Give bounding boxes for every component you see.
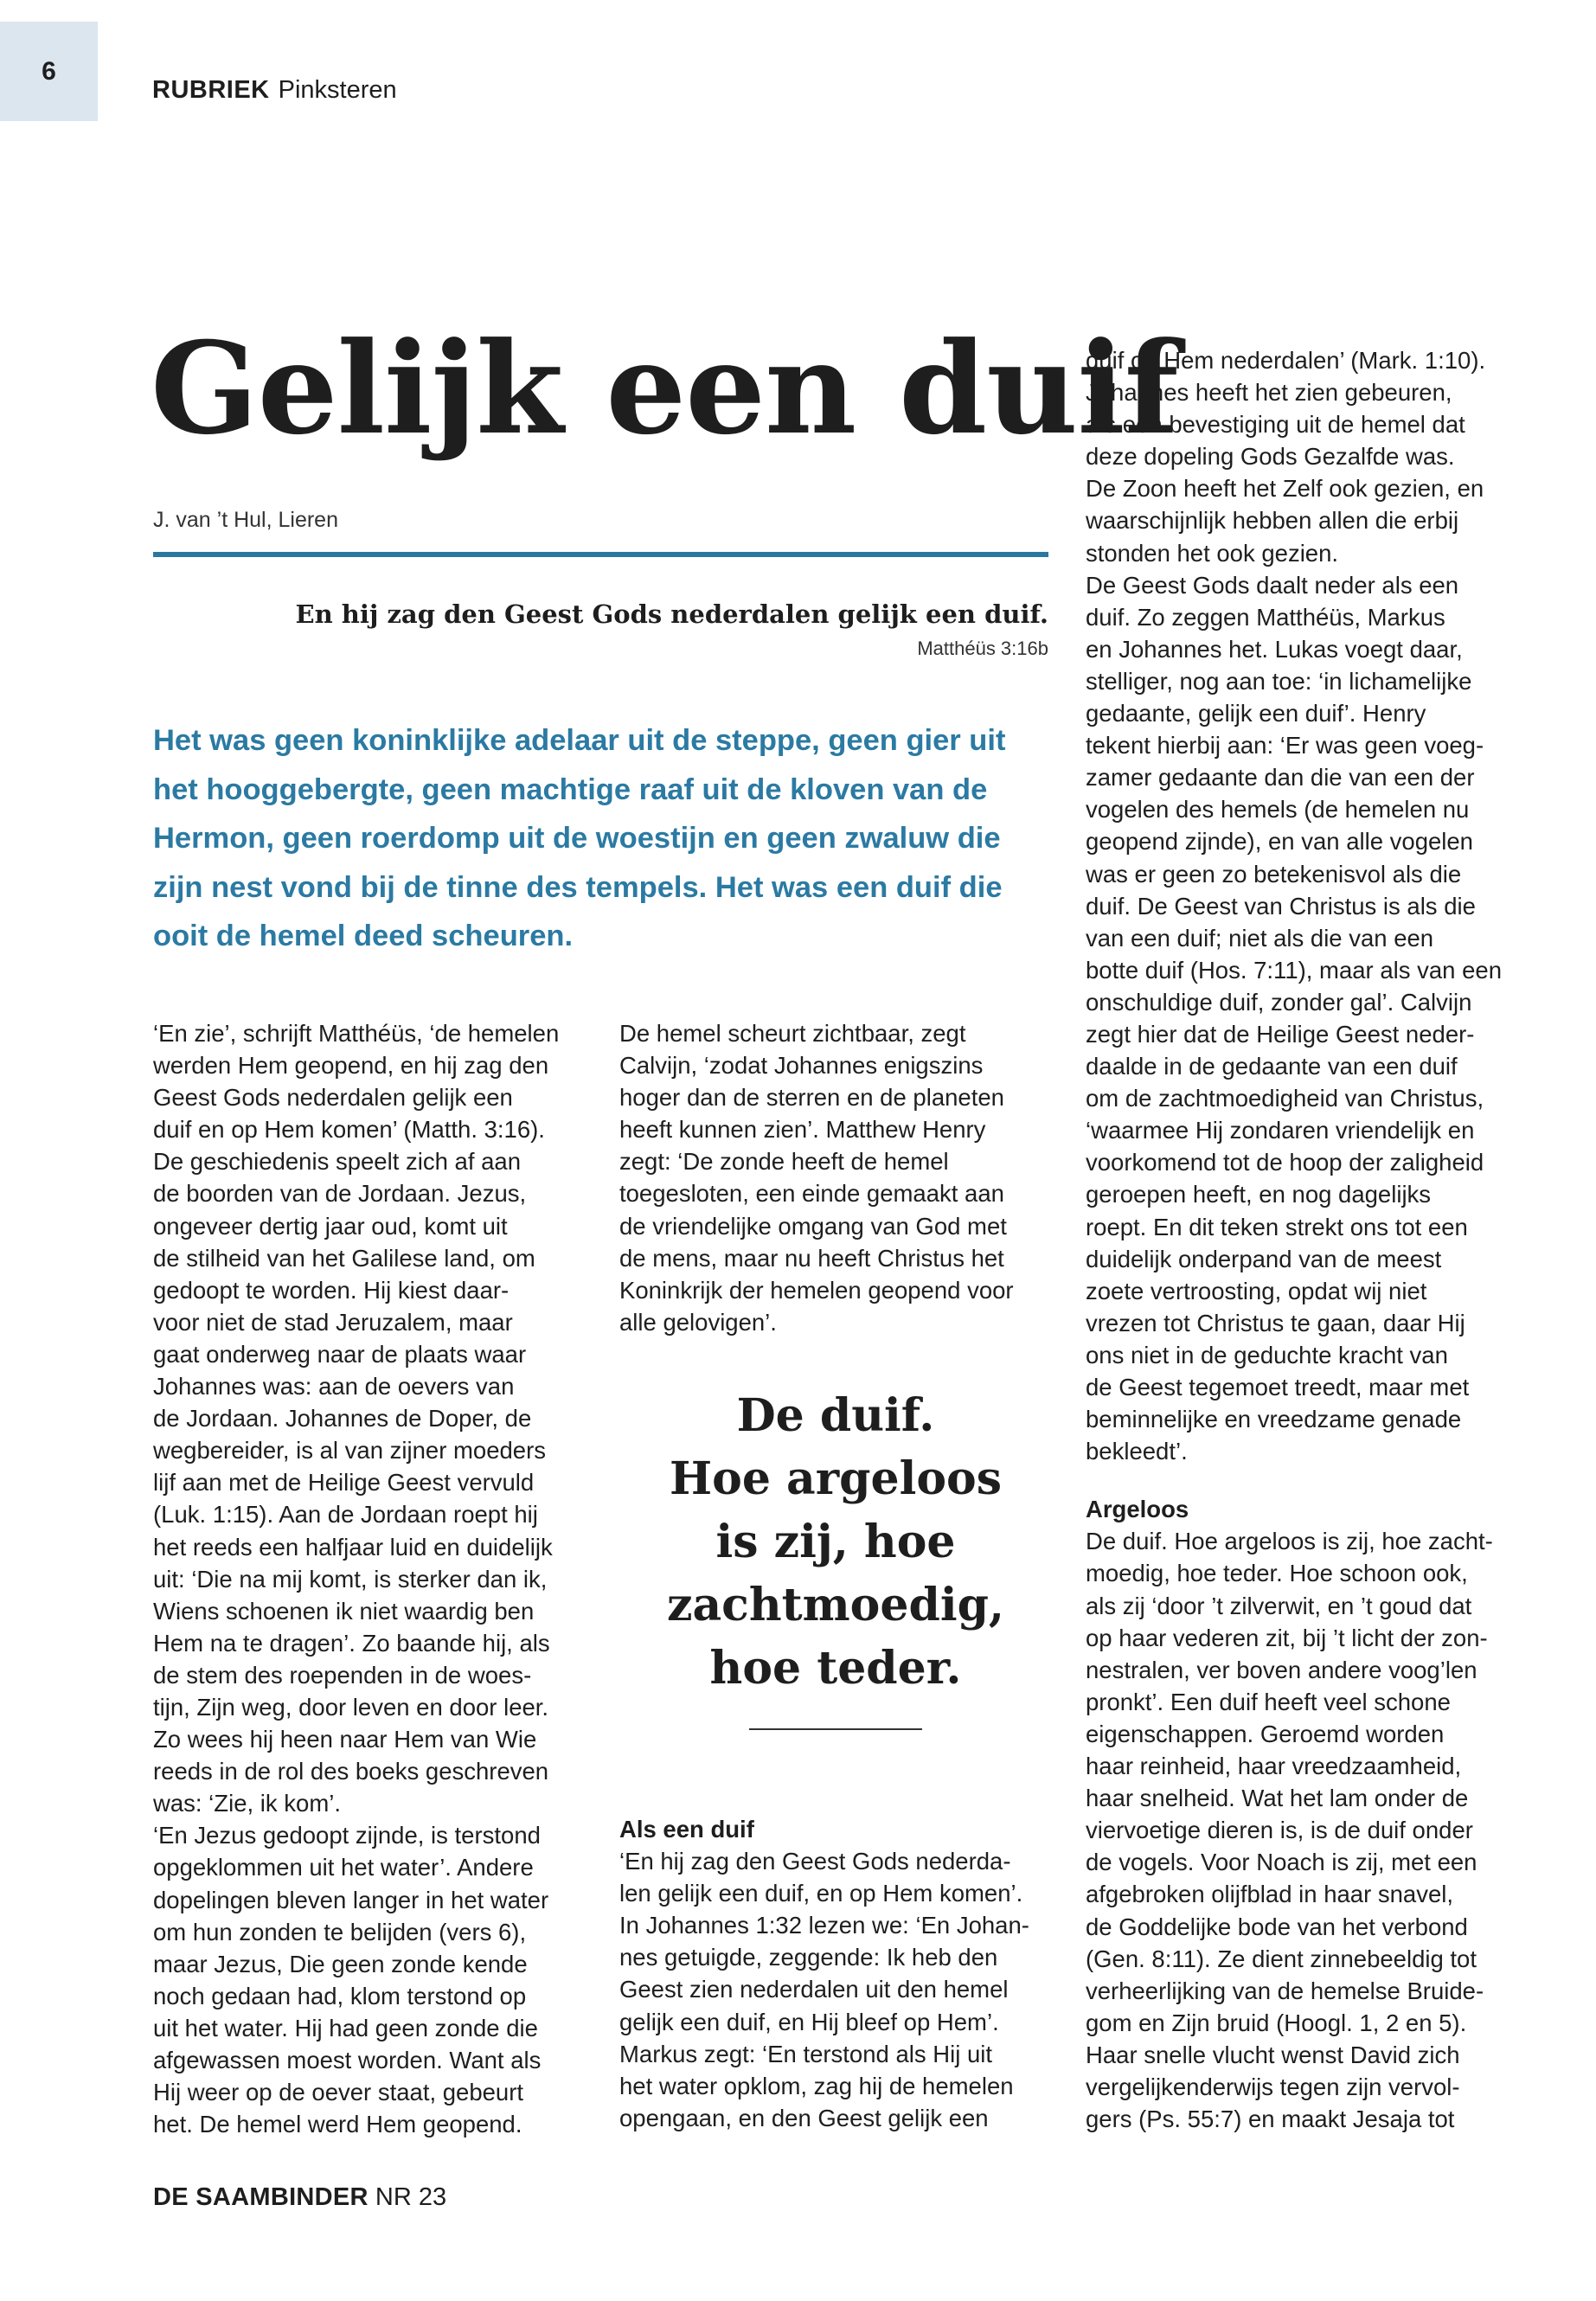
- section-header: [152, 74, 397, 106]
- text-line: stonden het ook gezien.: [1086, 539, 1339, 567]
- text-line: De Geest Gods daalt neder als een: [1086, 571, 1459, 599]
- title-divider: [153, 552, 1048, 557]
- subsection-label: Pinksteren: [278, 76, 397, 104]
- text-line: de stem des roependen in de woes-: [153, 1661, 532, 1689]
- section-label: RUBRIEK: [152, 76, 270, 104]
- text-line: de boorden van de Jordaan. Jezus,: [153, 1180, 527, 1208]
- article-title: Gelijk een duif: [151, 315, 1178, 463]
- text-line: opgeklommen uit het water’. Andere: [153, 1854, 534, 1881]
- text-line: de Jordaan. Johannes de Doper, de: [153, 1405, 532, 1433]
- text-line: voor niet de stad Jeruzalem, maar: [153, 1308, 513, 1336]
- text-line: noch gedaan had, klom terstond op: [153, 1982, 527, 2009]
- text-line: (Luk. 1:15). Aan de Jordaan roept hij: [153, 1501, 538, 1529]
- column-1: [153, 1017, 559, 2140]
- text-line: voorkomend tot de hoop der zaligheid: [1086, 1149, 1484, 1176]
- text-line: duif. Zo zeggen Matthéüs, Markus: [1086, 603, 1445, 631]
- text-line: zegt: ‘De zonde heeft de hemel: [619, 1148, 949, 1176]
- text-line: verheerlijking van de hemelse Bruide-: [1086, 1977, 1484, 2004]
- text-line: als zij ‘door ’t zilverwit, en ’t goud dat: [1086, 1592, 1472, 1619]
- text-line: len gelijk een duif, en op Hem komen’.: [619, 1880, 1023, 1907]
- footer: [153, 2182, 446, 2213]
- text-line: duidelijk onderpand van de meest: [1086, 1245, 1442, 1272]
- text-line: De geschiedenis speelt zich af aan: [153, 1148, 521, 1176]
- column-2-continued-text: [619, 1845, 1029, 2134]
- subheading-argeloos: Argeloos: [1086, 1496, 1189, 1523]
- text-line: geroepen heeft, en nog dagelijks: [1086, 1181, 1432, 1208]
- pull-quote: [619, 1384, 1052, 1700]
- text-line: gelijk een duif, en Hij bleef op Hem’.: [619, 2008, 999, 2035]
- text-line: de Goddelijke bode van het verbond: [1086, 1913, 1468, 1940]
- text-line: ongeveer dertig jaar oud, komt uit: [153, 1212, 508, 1240]
- text-line: roept. En dit teken strekt ons tot een: [1086, 1213, 1468, 1240]
- text-line: haar reinheid, haar vreedzaamheid,: [1086, 1753, 1462, 1780]
- text-line: pronkt’. Een duif heeft veel schone: [1086, 1688, 1451, 1715]
- text-line: Hermon, geen roerdomp uit de woestijn en geen zwaluw die: [153, 822, 1001, 855]
- text-line: is zij, hoe: [715, 1516, 956, 1568]
- text-line: Calvijn, ‘zodat Johannes enigszins: [619, 1052, 984, 1080]
- column-3-text-part1: [1086, 344, 1502, 1467]
- text-line: zegt hier dat de Heilige Geest neder-: [1086, 1020, 1475, 1048]
- text-line: de stilheid van het Galilese land, om: [153, 1244, 535, 1272]
- text-line: tekent hierbij aan: ‘Er was geen voeg-: [1086, 732, 1484, 760]
- text-line: tijn, Zijn weg, door leven en door leer.: [153, 1693, 549, 1721]
- text-line: duif op Hem nederdalen’ (Mark. 1:10).: [1086, 347, 1486, 374]
- text-line: het water opklom, zag hij de hemelen: [619, 2072, 1014, 2099]
- text-line: gers (Ps. 55:7) en maakt Jesaja tot: [1086, 2106, 1455, 2133]
- text-line: ‘waarmee Hij zondaren vriendelijk en: [1086, 1117, 1475, 1144]
- text-line: Geest Gods nederdalen gelijk een: [153, 1084, 513, 1112]
- text-line: onschuldige duif, zonder gal’. Calvijn: [1086, 988, 1472, 1016]
- text-line: bekleedt’.: [1086, 1438, 1188, 1465]
- text-line: waarschijnlijk hebben allen die erbij: [1086, 507, 1459, 535]
- column-3-text-part2: [1086, 1525, 1502, 2135]
- text-line: heeft kunnen zien’. Matthew Henry: [619, 1116, 986, 1144]
- text-line: ‘En hij zag den Geest Gods nederda-: [619, 1848, 1011, 1875]
- text-line: De duif.: [736, 1389, 935, 1442]
- text-line: ‘En zie’, schrijft Matthéüs, ‘de hemelen: [153, 1020, 560, 1047]
- column-2: [619, 1017, 1014, 1338]
- text-line: deze dopeling Gods Gezalfde was.: [1086, 443, 1455, 471]
- subheading-als-een-duif: Als een duif: [619, 1816, 754, 1843]
- text-line: hoger dan de sterren en de planeten: [619, 1084, 1004, 1112]
- text-line: Wiens schoenen ik niet waardig ben: [153, 1597, 535, 1625]
- text-line: zoete vertroosting, opdat wij niet: [1086, 1277, 1427, 1304]
- text-line: vergelijkenderwijs tegen zijn vervol-: [1086, 2073, 1460, 2100]
- text-line: reeds in de rol des boeks geschreven: [153, 1758, 549, 1785]
- text-line: was: ‘Zie, ik kom’.: [153, 1790, 341, 1817]
- magazine-name: DE SAAMBINDER: [153, 2183, 369, 2211]
- column-3: [1086, 344, 1502, 2135]
- text-line: de Geest tegemoet treedt, maar met: [1086, 1374, 1470, 1400]
- text-line: ooit de hemel deed scheuren.: [153, 920, 574, 952]
- issue-number: NR 23: [375, 2183, 447, 2211]
- text-line: Hem na te dragen’. Zo baande hij, als: [153, 1629, 550, 1657]
- text-line: gedoopt te worden. Hij kiest daar-: [153, 1276, 510, 1304]
- text-line: vrezen tot Christus te gaan, daar Hij: [1086, 1309, 1465, 1336]
- text-line: gom en Zijn bruid (Hoogl. 1, 2 en 5).: [1086, 2009, 1467, 2036]
- article-lead: [153, 716, 1070, 961]
- text-line: gaat onderweg naar de plaats waar: [153, 1340, 527, 1368]
- text-line: de mens, maar nu heeft Christus het: [619, 1244, 1004, 1272]
- text-line: hoe teder.: [709, 1642, 962, 1695]
- text-line: het hooggebergte, geen machtige raaf uit de kloven van de: [153, 772, 988, 806]
- bible-quote-reference: Matthéüs 3:16b: [917, 638, 1048, 659]
- text-line: op haar vederen zit, bij ’t licht der zon-: [1086, 1624, 1488, 1651]
- text-line: Hoe argeloos: [670, 1452, 1002, 1505]
- text-line: lijf aan met de Heilige Geest vervuld: [153, 1469, 535, 1497]
- text-line: werden Hem geopend, en hij zag den: [153, 1052, 549, 1080]
- text-line: was er geen zo betekenisvol als die: [1086, 860, 1462, 888]
- text-line: De duif. Hoe argeloos is zij, hoe zacht-: [1086, 1528, 1493, 1555]
- text-line: moedig, hoe teder. Hoe schoon ook,: [1086, 1560, 1468, 1587]
- text-line: geopend zijnde), en van alle vogelen: [1086, 828, 1473, 856]
- article-author: J. van ’t Hul, Lieren: [153, 508, 338, 532]
- text-line: vogelen des hemels (de hemelen nu: [1086, 796, 1470, 824]
- page-number: 6: [0, 22, 98, 121]
- text-line: zachtmoedig,: [666, 1579, 1005, 1631]
- text-line: het. De hemel werd Hem geopend.: [153, 2111, 522, 2138]
- text-line: toegesloten, een einde gemaakt aan: [619, 1180, 1004, 1208]
- text-line: Het was geen koninklijke adelaar uit de steppe, geen gier uit: [153, 724, 1006, 757]
- text-line: Geest zien nederdalen uit den hemel: [619, 1976, 1009, 2003]
- text-line: stelliger, nog aan toe: ‘in lichamelijke: [1086, 667, 1472, 695]
- text-line: afgewassen moest worden. Want als: [153, 2047, 542, 2073]
- text-line: Johannes was: aan de oevers van: [153, 1373, 515, 1400]
- text-line: duif. De Geest van Christus is als die: [1086, 892, 1476, 920]
- text-line: haar snelheid. Wat het lam onder de: [1086, 1785, 1469, 1812]
- column-2-continued: [619, 1813, 1029, 2134]
- text-line: Hij weer op de oever staat, gebeurt: [153, 2079, 524, 2106]
- text-line: de vogels. Voor Noach is zij, met een: [1086, 1849, 1477, 1876]
- text-line: ‘En Jezus gedoopt zijnde, is terstond: [153, 1822, 541, 1849]
- text-line: In Johannes 1:32 lezen we: ‘En Johan-: [619, 1912, 1029, 1939]
- text-line: daalde in de gedaante van een duif: [1086, 1053, 1458, 1080]
- bible-quote: En hij zag den Geest Gods nederdalen gelijk een duif.: [295, 599, 1048, 629]
- text-line: (Gen. 8:11). Ze dient zinnebeeldig tot: [1086, 1945, 1477, 1972]
- text-line: viervoetige dieren is, is de duif onder: [1086, 1817, 1473, 1844]
- text-line: dopelingen bleven langer in het water: [153, 1886, 549, 1913]
- text-line: nestralen, ver boven andere voog’len: [1086, 1656, 1477, 1683]
- text-line: Johannes heeft het zien gebeuren,: [1086, 379, 1452, 407]
- text-line: uit het water. Hij had geen zonde die: [153, 2014, 538, 2041]
- text-line: zijn nest vond bij de tinne des tempels. Het was een duif die: [153, 870, 1003, 904]
- text-line: nes getuigde, zeggende: Ik heb den: [619, 1944, 998, 1971]
- text-line: maar Jezus, Die geen zonde kende: [153, 1950, 528, 1977]
- text-line: als een bevestiging uit de hemel dat: [1086, 411, 1465, 439]
- text-line: De hemel scheurt zichtbaar, zegt: [619, 1020, 966, 1047]
- text-line: Haar snelle vlucht wenst David zich: [1086, 2041, 1460, 2068]
- text-line: het reeds een halfjaar luid en duidelijk: [153, 1533, 553, 1561]
- text-line: wegbereider, is al van zijner moeders: [153, 1437, 546, 1465]
- text-line: beminnelijke en vreedzame genade: [1086, 1406, 1462, 1433]
- pull-quote-divider: [749, 1728, 922, 1730]
- paragraph-gap: [1086, 1467, 1502, 1493]
- text-line: Zo wees hij heen naar Hem van Wie: [153, 1726, 537, 1753]
- text-line: uit: ‘Die na mij komt, is sterker dan ik,: [153, 1565, 548, 1593]
- text-line: eigenschappen. Geroemd worden: [1086, 1720, 1445, 1747]
- text-line: alle gelovigen’.: [619, 1308, 777, 1336]
- text-line: botte duif (Hos. 7:11), maar als van een: [1086, 956, 1502, 984]
- text-line: de vriendelijke omgang van God met: [619, 1212, 1007, 1240]
- text-line: De Zoon heeft het Zelf ook gezien, en: [1086, 475, 1484, 503]
- text-line: ons niet in de geduchte kracht van: [1086, 1341, 1448, 1368]
- text-line: duif en op Hem komen’ (Matth. 3:16).: [153, 1116, 545, 1144]
- text-line: en Johannes het. Lukas voegt daar,: [1086, 635, 1463, 663]
- text-line: van een duif; niet als die van een: [1086, 924, 1434, 952]
- text-line: zamer gedaante dan die van een der: [1086, 764, 1475, 792]
- text-line: gedaante, gelijk een duif’. Henry: [1086, 700, 1426, 727]
- text-line: Koninkrijk der hemelen geopend voor: [619, 1276, 1014, 1304]
- text-line: Markus zegt: ‘En terstond als Hij uit: [619, 2040, 993, 2067]
- text-line: om hun zonden te belijden (vers 6),: [153, 1918, 527, 1945]
- text-line: opengaan, en den Geest gelijk een: [619, 2104, 989, 2131]
- text-line: om de zachtmoedigheid van Christus,: [1086, 1085, 1484, 1112]
- text-line: afgebroken olijfblad in haar snavel,: [1086, 1881, 1454, 1908]
